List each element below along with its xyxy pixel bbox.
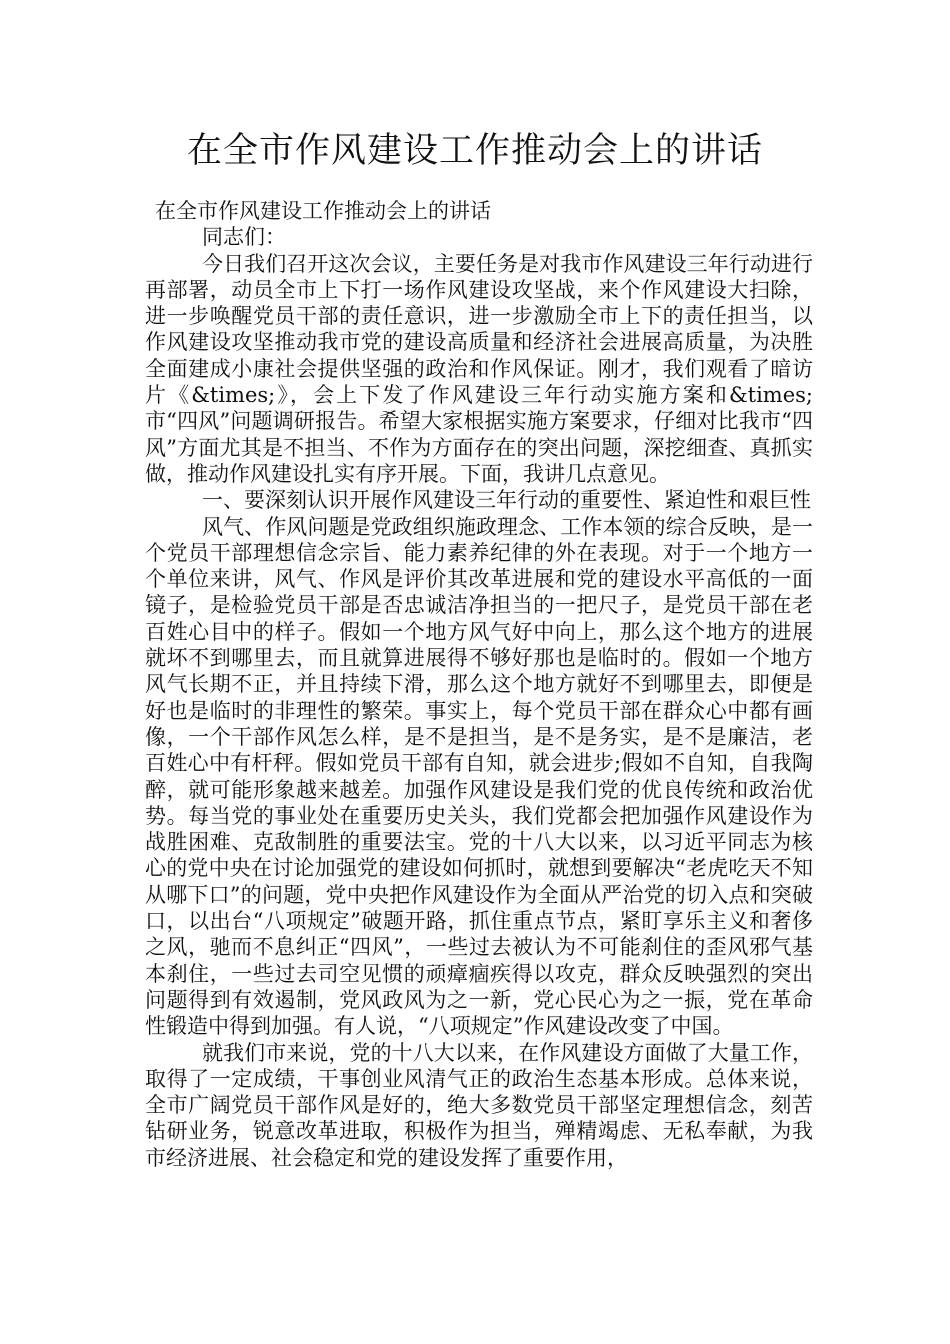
document-subtitle: 在全市作风建设工作推动会上的讲话 [155, 199, 491, 223]
paragraph-opening: 今日我们召开这次会议，主要任务是对我市作风建设三年行动进行再部署，动员全市上下打一场作风建设攻坚战，来个作风建设大扫除，进一步唤醒党员干部的责任意识，进一步激励全市上下的责任担当，以作风建设攻坚推动我市党的建设高质量和经济社会进展高质量，为决胜全面建成小康社会提供坚强的政治和作风保证。刚才，我们观看了暗访片《&times;》，会上下发了作风建设三年行动实施方案和&times;市“四风”问题调研报告。希望大家根据实施方案要求，仔细对比我市“四风”方面尤其是不担当、不作为方面存在的突出问题，深挖细查、真抓实做，推动作风建设扎实有序开展。下面，我讲几点意见。 [145, 251, 813, 486]
section-heading-1: 一、要深刻认识开展作风建设三年行动的重要性、紧迫性和艰巨性 [202, 488, 811, 513]
paragraph-city-situation: 就我们市来说，党的十八大以来，在作风建设方面做了大量工作，取得了一定成绩，干事创业风清气正的政治生态基本形成。总体来说，全市广阔党员干部作风是好的，绝大多数党员干部坚定理想信念，刻苦钻研业务，锐意改革进取，积极作为担当，殚精竭虑、无私奉献，为我市经济进展、社会稳定和党的建设发挥了重要作用， [145, 1040, 813, 1170]
paragraph-style-importance: 风气、作风问题是党政组织施政理念、工作本领的综合反映，是一个党员干部理想信念宗旨、能力素养纪律的外在表现。对于一个地方一个单位来讲，风气、作风是评价其改革进展和党的建设水平高低的一面镜子，是检验党员干部是否忠诚洁净担当的一把尺子，是党员干部在老百姓心目中的样子。假如一个地方风气好中向上，那么这个地方的进展就坏不到哪里去，而且就算进展得不够好那也是临时的。假如一个地方风气长期不正，并且持续下滑，那么这个地方就好不到哪里去，即便是好也是临时的非理性的繁荣。事实上，每个党员干部在群众心中都有画像，一个干部作风怎么样，是不是担当，是不是务实，是不是廉洁，老百姓心中有杆秤。假如党员干部有自知，就会进步;假如不自知，自我陶醉，就可能形象越来越差。加强作风建设是我们党的优良传统和政治优势。每当党的事业处在重要历史关头，我们党都会把加强作风建设作为战胜困难、克敌制胜的重要法宝。党的十八大以来，以习近平同志为核心的党中央在讨论加强党的建设如何抓时，就想到要解决“老虎吃天不知从哪下口”的问题，党中央把作风建设作为全面从严治党的切入点和突破口，以出台“八项规定”破题开路，抓住重点节点，紧盯享乐主义和奢侈之风，驰而不息纠正“四风”，一些过去被认为不可能刹住的歪风邪气基本刹住，一些过去司空见惯的顽瘴痼疾得以攻克，群众反映强烈的突出问题得到有效遏制，党风政风为之一新，党心民心为之一振，党在革命性锻造中得到加强。有人说，“八项规定”作风建设改变了中国。 [145, 514, 813, 1039]
document-body [145, 198, 813, 1171]
document-title: 在全市作风建设工作推动会上的讲话 [186, 131, 763, 171]
greeting: 同志们： [202, 225, 286, 250]
